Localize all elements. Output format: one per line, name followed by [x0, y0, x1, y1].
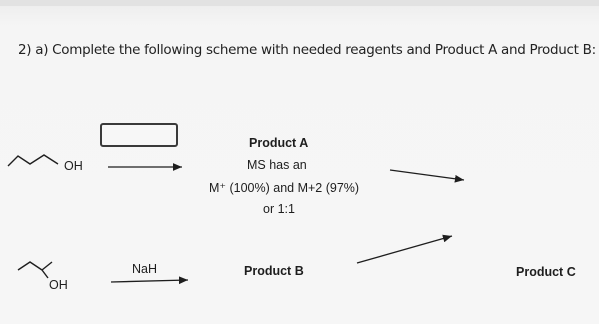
product-a-ms-line3: or 1:1	[263, 202, 295, 216]
product-c-label: Product C	[516, 265, 576, 279]
secondary-alcohol-methyl-bond	[42, 262, 52, 270]
reagent-nah-label: NaH	[132, 262, 158, 276]
question-title: 2) a) Complete the following scheme with needed reagents and Product A and Product B:	[18, 42, 596, 58]
butanol-skeleton	[8, 155, 58, 166]
secondary-alcohol-skeleton	[18, 262, 42, 270]
arrow-step2	[111, 280, 188, 282]
start2-oh-label: OH	[49, 278, 68, 292]
product-a-ms-line1: MS has an	[247, 158, 307, 172]
product-a-label: Product A	[249, 136, 309, 150]
product-b-label: Product B	[244, 264, 304, 278]
arrow-a-to-c	[390, 170, 464, 180]
start1-oh-label: OH	[64, 159, 83, 173]
product-a-ms-line2: M⁺ (100%) and M+2 (97%)	[209, 181, 360, 195]
secondary-alcohol-oh-bond	[42, 270, 48, 278]
arrow-b-to-c	[357, 236, 452, 263]
